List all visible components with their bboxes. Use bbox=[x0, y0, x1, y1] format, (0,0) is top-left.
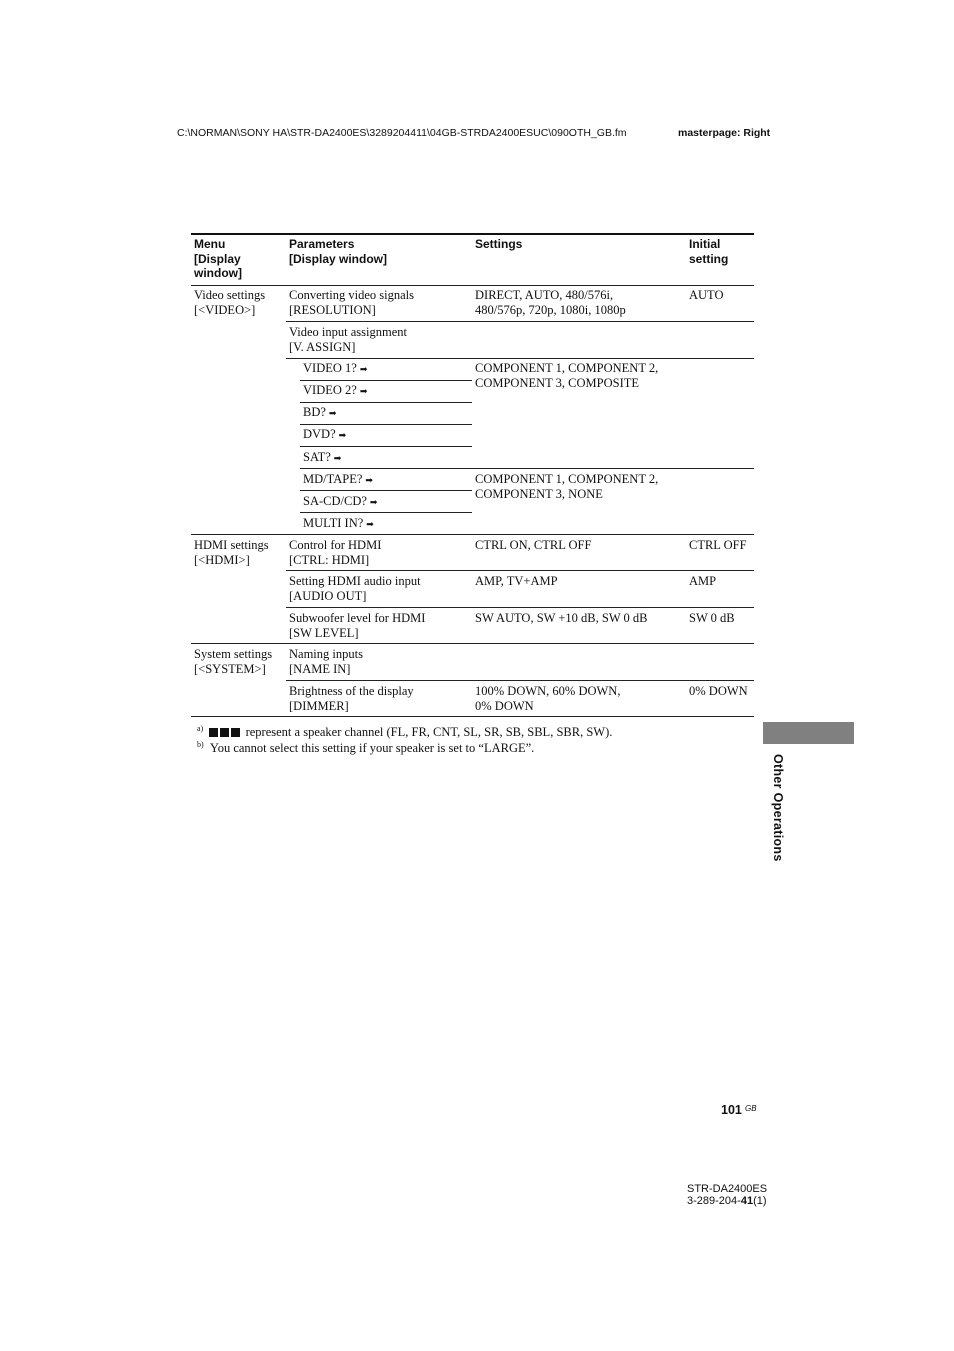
section-rule bbox=[191, 534, 754, 535]
right-arrow-icon: ➡ bbox=[359, 386, 368, 396]
header-rule bbox=[191, 285, 754, 286]
footnote-text: You cannot select this setting if your speaker is set to “LARGE”. bbox=[209, 741, 535, 756]
row-rule bbox=[300, 468, 754, 469]
footnote-text: represent a speaker channel (FL, FR, CNT, SL, SR, SB, SBL, SBR, SW). bbox=[245, 725, 613, 740]
param-audio-out: Setting HDMI audio input [AUDIO OUT] bbox=[289, 574, 421, 603]
settings-ctrl-hdmi: CTRL ON, CTRL OFF bbox=[475, 538, 592, 552]
part-number bbox=[687, 1195, 767, 1207]
column-header-parameters: Parameters [Display window] bbox=[289, 237, 388, 266]
initial-audio-out: AMP bbox=[689, 574, 717, 588]
input-label: SAT? bbox=[303, 450, 331, 464]
table-top-rule bbox=[191, 233, 754, 235]
row-rule bbox=[300, 380, 472, 381]
section-rule bbox=[191, 643, 754, 644]
row-rule bbox=[300, 512, 472, 513]
row-rule bbox=[286, 680, 754, 681]
settings-dimmer: 100% DOWN, 60% DOWN, 0% DOWN bbox=[475, 684, 621, 713]
part-number-suffix: (1) bbox=[753, 1195, 767, 1207]
model-number: STR-DA2400ES bbox=[687, 1183, 768, 1195]
input-label: MULTI IN? bbox=[303, 516, 364, 530]
right-arrow-icon: ➡ bbox=[369, 497, 378, 507]
section-tab-label: Other Operations bbox=[771, 754, 785, 862]
param-dimmer: Brightness of the display [DIMMER] bbox=[289, 684, 414, 713]
input-label: SA-CD/CD? bbox=[303, 494, 367, 508]
input-label: DVD? bbox=[303, 427, 336, 441]
row-rule bbox=[286, 570, 754, 571]
param-resolution: Converting video signals [RESOLUTION] bbox=[289, 288, 414, 317]
settings-resolution: DIRECT, AUTO, 480/576i, 480/576p, 720p, 1080i, 1080p bbox=[475, 288, 626, 317]
input-sa-cd bbox=[303, 494, 377, 510]
menu-hdmi-settings: HDMI settings [<HDMI>] bbox=[194, 538, 269, 567]
param-ctrl-hdmi: Control for HDMI [CTRL: HDMI] bbox=[289, 538, 382, 567]
footnote-marker: b) bbox=[197, 740, 204, 749]
input-bd bbox=[303, 405, 336, 421]
page-number: 101 bbox=[721, 1103, 742, 1117]
row-rule bbox=[300, 424, 472, 425]
input-sat bbox=[303, 450, 341, 466]
speaker-square-icons bbox=[209, 725, 242, 739]
column-header-menu: Menu [Display window] bbox=[194, 237, 242, 280]
row-rule bbox=[286, 321, 754, 322]
right-arrow-icon: ➡ bbox=[338, 430, 347, 440]
param-sw-level: Subwoofer level for HDMI [SW LEVEL] bbox=[289, 611, 426, 640]
right-arrow-icon: ➡ bbox=[359, 364, 368, 374]
initial-dimmer: 0% DOWN bbox=[689, 684, 748, 698]
input-multi-in bbox=[303, 516, 374, 532]
right-arrow-icon: ➡ bbox=[328, 408, 337, 418]
menu-system-settings: System settings [<SYSTEM>] bbox=[194, 647, 273, 676]
table-bottom-rule bbox=[191, 716, 754, 717]
column-header-settings: Settings bbox=[475, 237, 523, 251]
right-arrow-icon: ➡ bbox=[365, 475, 373, 485]
input-dvd bbox=[303, 427, 346, 443]
param-video-assign: Video input assignment [V. ASSIGN] bbox=[289, 325, 407, 354]
file-path-header: C:\NORMAN\SONY HA\STR-DA2400ES\3289204411\04GB-STRDA2400ESUC\090OTH_GB.fm bbox=[177, 127, 627, 139]
row-rule bbox=[300, 490, 472, 491]
row-rule bbox=[286, 358, 754, 359]
footnote-a bbox=[197, 724, 612, 740]
row-rule bbox=[300, 402, 472, 403]
page-number-suffix: GB bbox=[745, 1104, 757, 1113]
settings-assign-none: COMPONENT 1, COMPONENT 2, COMPONENT 3, NONE bbox=[475, 472, 659, 501]
initial-sw-level: SW 0 dB bbox=[689, 611, 735, 625]
column-header-initial: Initial setting bbox=[689, 237, 729, 266]
menu-video-settings: Video settings [<VIDEO>] bbox=[194, 288, 266, 317]
settings-audio-out: AMP, TV+AMP bbox=[475, 574, 558, 588]
input-video1 bbox=[303, 361, 367, 377]
settings-sw-level: SW AUTO, SW +10 dB, SW 0 dB bbox=[475, 611, 648, 625]
footnote-b bbox=[197, 740, 534, 756]
input-label: VIDEO 2? bbox=[303, 383, 357, 397]
right-arrow-icon: ➡ bbox=[333, 453, 342, 463]
footnote-marker: a) bbox=[197, 724, 204, 733]
input-label: MD/TAPE? bbox=[303, 472, 363, 486]
row-rule bbox=[300, 446, 472, 447]
section-tab-marker bbox=[763, 722, 854, 744]
input-md-tape bbox=[303, 472, 373, 488]
input-video2 bbox=[303, 383, 367, 399]
right-arrow-icon: ➡ bbox=[366, 519, 374, 529]
masterpage-label: masterpage: Right bbox=[678, 127, 771, 139]
settings-assign-composite: COMPONENT 1, COMPONENT 2, COMPONENT 3, COMPOSITE bbox=[475, 361, 659, 390]
row-rule bbox=[286, 607, 754, 608]
initial-resolution: AUTO bbox=[689, 288, 724, 302]
input-label: BD? bbox=[303, 405, 326, 419]
part-number-prefix: 3-289-204- bbox=[687, 1195, 741, 1207]
input-label: VIDEO 1? bbox=[303, 361, 357, 375]
part-number-revision: 41 bbox=[740, 1195, 754, 1207]
initial-ctrl-hdmi: CTRL OFF bbox=[689, 538, 747, 552]
param-name-in: Naming inputs [NAME IN] bbox=[289, 647, 363, 676]
